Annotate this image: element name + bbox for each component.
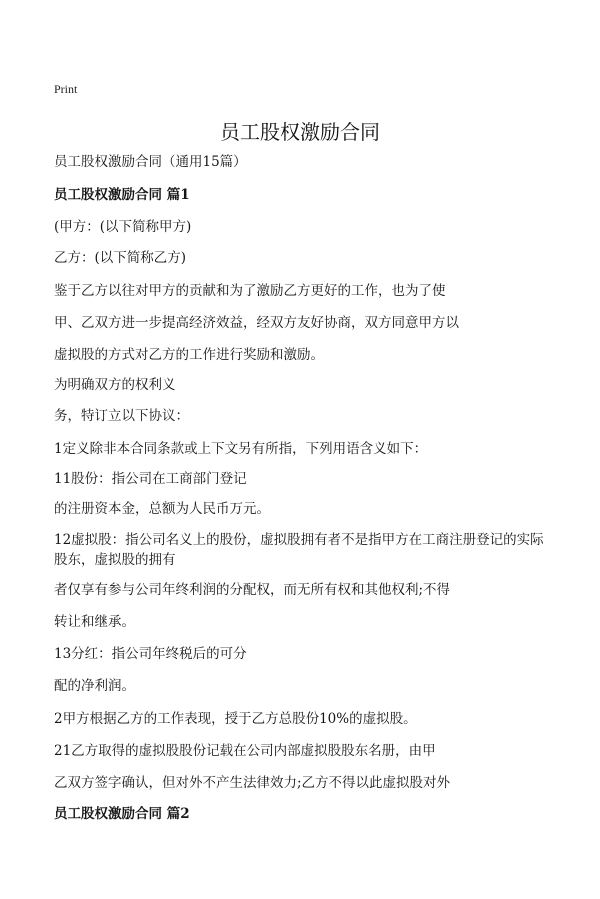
paragraph-line: 12虚拟股：指公司名义上的股份，虚拟股拥有者不是指甲方在工商注册登记的实际股东，虚拟股的拥有 (54, 532, 544, 568)
paragraph-line: 乙双方签字确认，但对外不产生法律效力;乙方不得以此虚拟股对外 (54, 775, 451, 791)
paragraph-line: 的注册资本金，总额为人民币万元。 (54, 501, 270, 517)
paragraph-line: 为明确双方的权利义 (54, 377, 176, 393)
paragraph-line: 者仅享有参与公司年终利润的分配权，而无所有权和其他权利;不得 (54, 582, 451, 598)
paragraph-line: 13分红：指公司年终税后的可分 (54, 646, 247, 662)
paragraph-line: 1定义除非本合同条款或上下文另有所指，下列用语含义如下： (54, 441, 428, 457)
document-title: 员工股权激励合同 (220, 120, 380, 144)
paragraph-line: 2甲方根据乙方的工作表现，授于乙方总股份10%的虚拟股。 (54, 711, 417, 727)
section-heading-2: 员工股权激励合同 篇2 (54, 806, 190, 822)
paragraph-line: 转让和继承。 (54, 614, 135, 630)
document-subtitle: 员工股权激励合同（通用15篇） (54, 154, 247, 170)
paragraph-line: 21乙方取得的虚拟股股份记载在公司内部虚拟股股东名册，由甲 (54, 743, 436, 759)
paragraph-line: 虚拟股的方式对乙方的工作进行奖励和激励。 (54, 347, 324, 363)
paragraph-line: 配的净利润。 (54, 678, 135, 694)
section-heading-1: 员工股权激励合同 篇1 (54, 187, 190, 203)
paragraph-line: 甲、乙双方进一步提高经济效益，经双方友好协商，双方同意甲方以 (54, 315, 459, 331)
paragraph-line: (甲方：(以下简称甲方) (54, 219, 192, 235)
paragraph-line: 务，特订立以下协议： (54, 408, 189, 424)
paragraph-line: 11股份：指公司在工商部门登记 (54, 471, 247, 487)
paragraph-line: 鉴于乙方以往对甲方的贡献和为了激励乙方更好的工作，也为了使 (54, 283, 446, 299)
print-link[interactable]: Print (54, 82, 78, 96)
paragraph-line: 乙方：(以下简称乙方) (54, 250, 187, 266)
